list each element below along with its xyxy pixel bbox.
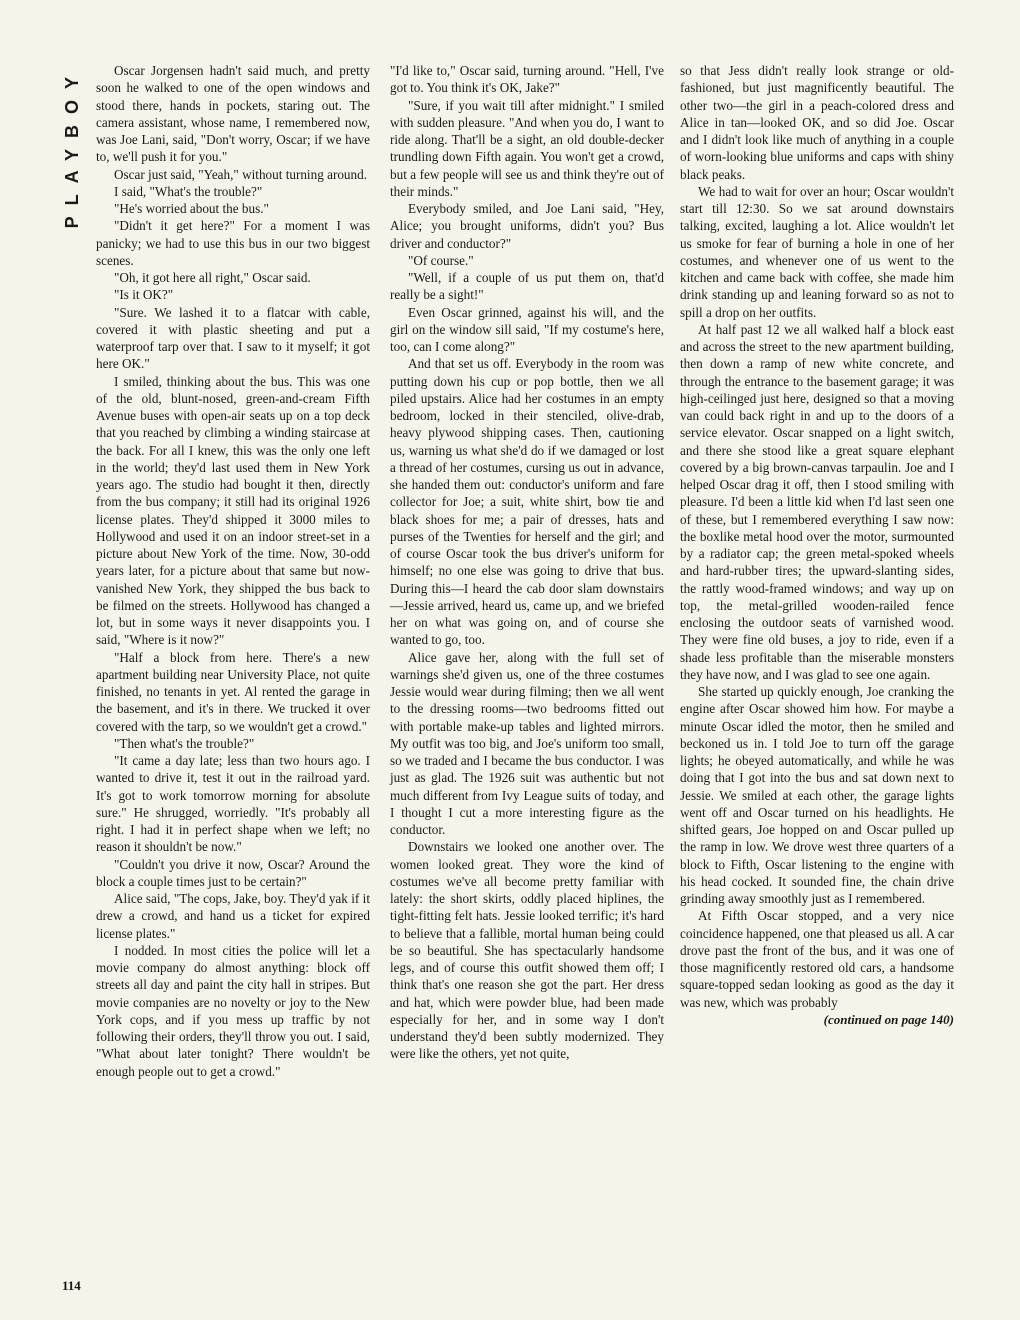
paragraph: Oscar Jorgensen hadn't said much, and pretty soon he walked to one of the open windows and stood there, hands in pockets, staring out. The camera assistant, whose name, I remembered now, was Joe Lani, said, "Don't worry, Oscar; if we have to, we'll push it for you." [96,63,370,165]
paragraph: "Then what's the trouble?" [114,735,255,751]
text-column-3 [680,62,954,1028]
running-head [58,66,86,228]
paragraph: At Fifth Oscar stopped, and a very nice coincidence happened, one that pleased us all. A car drove past the front of the bus, and it was one of those magnificently restored old cars, a handsome square-topped sedan looking as good as the day it was new, which was probably [680,908,954,1010]
paragraph: We had to wait for over an hour; Oscar wouldn't start till 12:30. So we sat around downstairs talking, excited, laughing a lot. Alice wouldn't let us smoke for fear of burning a hole in one of her costumes, and whenever one of us went to the kitchen and came back with coffee, she made him drink standing up and leaning forward so as not to spill a drop on her outfits. [680,183,954,320]
paragraph: "Sure. We lashed it to a flatcar with cable, covered it with plastic sheeting and put a waterproof tarp over that. I saw to it myself; it got here OK." [96,304,370,372]
paragraph: She started up quickly enough, Joe cranking the engine after Oscar showed him how. For maybe a minute Oscar idled the motor, then he smiled and beckoned us in. I told Joe to turn off the garage lights; he obeyed automatically, and while he was doing that I got into the bus and sat down next to Jessie. We smiled at each other, the garage lights went off and Oscar turned on his headlights. He shifted gears, Joe hopped on and Oscar pulled up the ramp in low. We drove west three quarters of a block to Fifth, Oscar listening to the engine with his head cocked. It sounded fine, the chain drive grinding away smoothly just as I remembered. [680,684,954,906]
paragraph: Oscar just said, "Yeah," without turning around. [114,166,368,182]
paragraph: "Half a block from here. There's a new apartment building near University Place, not quite finished, no tenants in yet. Al rented the garage in the basement, and it's in there. We trucked it over covered with the tarp, so we wouldn't get a crowd." [96,649,370,734]
paragraph: At half past 12 we all walked half a block east and across the street to the new apartment building, then down a ramp of new white concrete, and through the entrance to the basement garage; it was high-ceilinged just here, designed so that a moving van could back right in and up to the doors of a service elevator. Oscar snapped on a light switch, and there she stood like a great square elephant covered by a big brown-canvas tarpaulin. Joe and I helped Oscar drag it off, then I stood smiling with pleasure. I'd been a little kid when I'd last seen one of these, but I remembered everything I saw now: the boxlike metal hood over the motor, surmounted by a radiator cap; the green metal-spoked wheels and hard-rubber tires; the upward-slanting sides, the rattly wood-framed windows; and way up on top, the metal-grilled wooden-railed fence enclosing the outdoor seats of varnished wood. They were fine old buses, a joy to ride, even if a shade less profitable than the miserable monsters they have now, and I was glad to see one again. [680,321,954,682]
paragraph: "It came a day late; less than two hours ago. I wanted to drive it, test it out in the railroad yard. It's got to work tomorrow morning for absolute sure." He shrugged, worriedly. "It's probably all right. I had it in perfect shape when we left; no reason it shouldn't be now." [96,753,370,855]
article-body [96,62,952,1292]
paragraph: Alice said, "The cops, Jake, boy. They'd yak if it drew a crowd, and hand us a ticket for expired license plates." [96,891,370,941]
paragraph: Even Oscar grinned, against his will, and the girl on the window sill said, "If my costume's here, too, can I come along?" [390,304,664,354]
page-number: 114 [62,1278,81,1293]
continued-note: (continued on page 140) [823,1011,954,1027]
running-head-text: PLAYBOY [61,66,82,229]
paragraph: Downstairs we looked one another over. The women looked great. They wore the kind of costumes we've all become pretty familiar with lately: the short skirts, oddly placed hiplines, the tight-fitting felt hats. Jessie looked terrific; it's hard to believe that a fallible, mortal human being could be so beautiful. She has spectacularly handsome legs, and of course this outfit showed them off; I think that's one reason she got the part. Her dress and hat, which were powder blue, had been made especially for her, and in some way I don't understand they'd been subtly modernized. They were like the others, yet not quite, [390,839,664,1062]
paragraph: "Of course." [408,252,474,268]
paragraph: "Is it OK?" [114,287,174,303]
paragraph: Everybody smiled, and Joe Lani said, "Hey, Alice; you brought uniforms, didn't you? Bus driver and conductor?" [390,201,664,251]
paragraph: "He's worried about the bus." [114,201,269,216]
text-column-1 [96,62,370,1080]
paragraph: I smiled, thinking about the bus. This was one of the old, blunt-nosed, green-and-cream Fifth Avenue buses with open-air seats up on a top deck that you reached by climbing a winding staircase at the back. For all I knew, this was the only one left in the world; they'd last used them in New York years ago. The studio had bought it then, directly from the bus company; it still had its original 1926 license plates. They'd shipped it 3000 miles to Hollywood and used it on an indoor street-set in a picture about New York of the time. Now, 30-odd years later, for a picture about that same but now-vanished New York, they shipped the bus back to be filmed on the streets. Hollywood has changed a lot, but in some ways it never disappoints you. I said, "Where is it now?" [96,373,370,648]
text-column-2 [390,62,664,1063]
paragraph: "I'd like to," Oscar said, turning around. "Hell, I've got to. You think it's OK, Jake?" [390,63,664,96]
paragraph: I nodded. In most cities the police will let a movie company do almost anything: block off streets all day and paint the city hall in stripes. But movie companies are no novelty or joy to the New York cops, and if you mess up traffic by not following their orders, they'll throw you out. I said, "What about later tonight? There wouldn't be enough people out to get a crowd." [96,942,370,1079]
paragraph: And that set us off. Everybody in the room was putting down his cup or pop bottle, then we all piled upstairs. Alice had her costumes in an empty bedroom, locked in their stenciled, olive-drab, heavy plywood shipping cases. Then, cautioning us, warning us what she'd do if we damaged or lost a thread of her costumes, cursing us out in advance, she handed them out: conductor's uniform and fare collector for Joe; a suit, white shirt, bow tie and black shoes for me; a pair of dresses, hats and purses of the Twenties for herself and the girl; and of course Oscar took the bus driver's uniform for himself; no one else was going to drive that bus. During this—I heard the cab door slam downstairs—Jessie arrived, heard us, came up, and we briefed her on what was going on, and of course she wanted to go, too. [390,356,664,648]
paragraph: "Didn't it get here?" For a moment I was panicky; we had to use this bus in our two biggest scenes. [96,218,370,268]
paragraph: Alice gave her, along with the full set of warnings she'd given us, one of the three costumes Jessie would wear during filming; then we all went to the dressing rooms—two bedrooms fitted out with portable make-up tables and lighted mirrors. My outfit was too big, and Joe's uniform too small, so we traded and I became the bus conductor. I was just as glad. The 1926 suit was authentic but not much different from Ivy League suits of today, and I thought I cut a more interesting figure as the conductor. [390,649,664,837]
paragraph: "Well, if a couple of us put them on, that'd really be a sight!" [390,270,664,303]
paragraph: I said, "What's the trouble?" [114,183,263,199]
paragraph: so that Jess didn't really look strange or old-fashioned, but just magnificently beautiful. The other two—the girl in a peach-colored dress and Alice in tan—looked OK, and so did Joe. Oscar and I didn't look like much of anything in a couple of worn-looking blue uniforms and caps with shiny black peaks. [680,63,954,182]
paragraph: "Oh, it got here all right," Oscar said. [114,270,311,285]
paragraph: "Couldn't you drive it now, Oscar? Around the block a couple times just to be certain?" [96,856,370,889]
paragraph: "Sure, if you wait till after midnight." I smiled with sudden pleasure. "And when you do, I want to ride along. That'll be a sight, an old double-decker trundling down Fifth again. You won't get a crowd, but a few people will see us and think they're out of their minds." [390,97,664,199]
